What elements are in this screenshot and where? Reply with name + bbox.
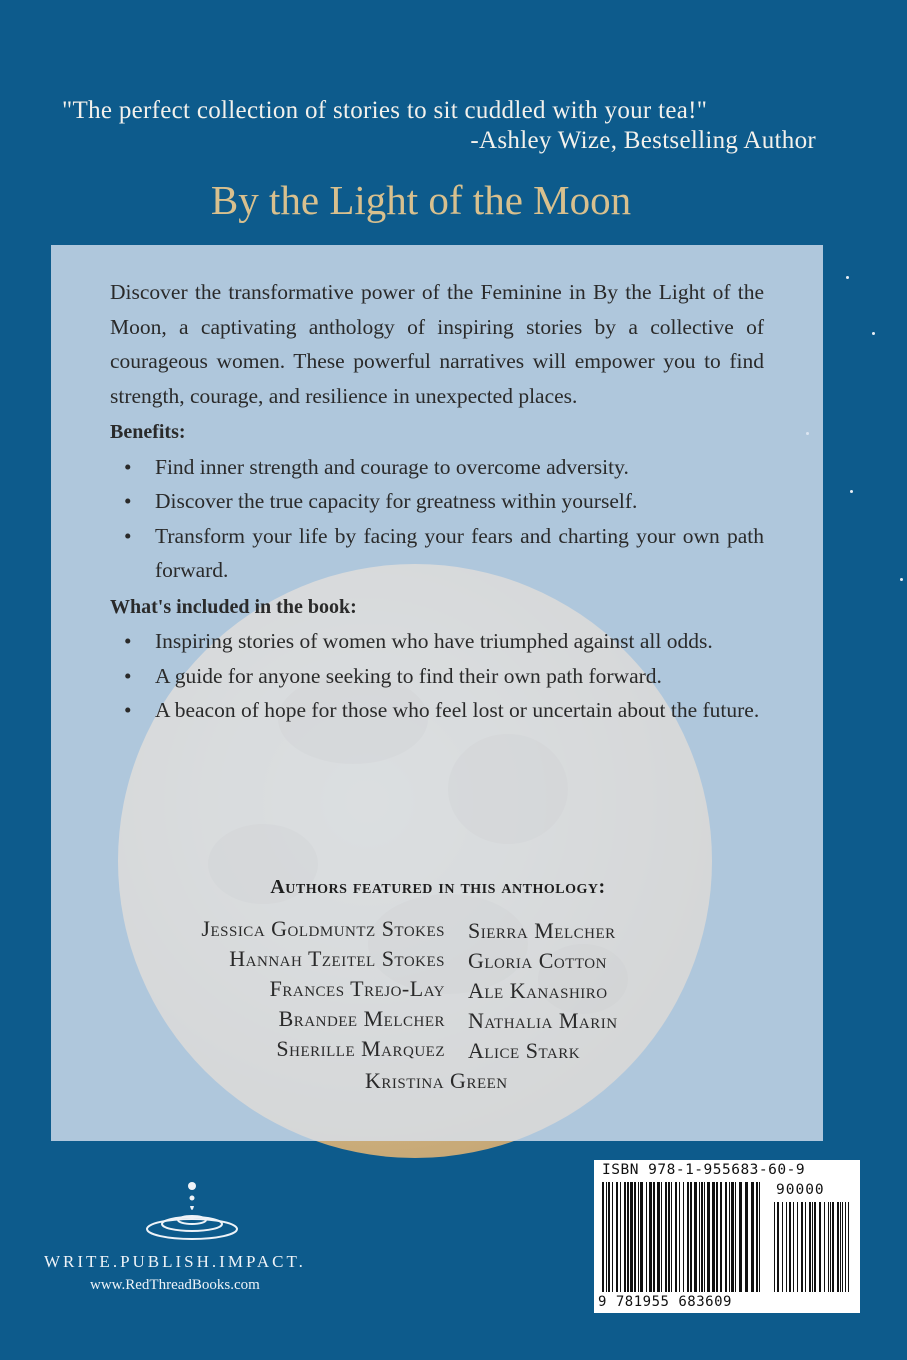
isbn-label: ISBN 978-1-955683-60-9	[602, 1162, 806, 1178]
list-item: • A guide for anyone seeking to find their own path forward.	[110, 659, 764, 694]
description-paragraph: Discover the transformative power of the Feminine in By the Light of the Moon, a captivating anthology of inspiring stories by a collective of courageous women. These powerful narratives will empower you to find strength, courage, and resilience in unexpected places.	[110, 280, 764, 408]
publisher-website: www.RedThreadBooks.com	[90, 1277, 260, 1293]
quote-attribution: -Ashley Wize, Bestselling Author	[470, 127, 816, 154]
star	[846, 276, 849, 279]
book-title: By the Light of the Moon	[210, 177, 632, 223]
author-name: Gloria Cotton	[468, 948, 607, 973]
author-name: Sierra Melcher	[468, 918, 616, 943]
list-item: • Inspiring stories of women who have triumphed against all odds.	[110, 624, 764, 659]
isbn-barcode	[594, 1160, 860, 1313]
publisher-slogan: WRITE.PUBLISH.IMPACT.	[44, 1252, 306, 1271]
water-drop-ripple-icon	[144, 1180, 240, 1250]
author-name: Alice Stark	[468, 1038, 581, 1063]
benefits-heading: Benefits:	[110, 421, 186, 443]
authors-heading: Authors featured in this anthology:	[270, 876, 606, 898]
list-item: • Discover the true capacity for greatness within yourself.	[110, 484, 764, 519]
author-name: Kristina Green	[365, 1068, 508, 1093]
barcode-ean: 9 781955 683609	[598, 1294, 732, 1310]
barcode-bars	[602, 1182, 852, 1294]
book-description	[110, 275, 764, 728]
quote-text: "The perfect collection of stories to sit cuddled with your tea!"	[62, 97, 708, 124]
star	[850, 490, 853, 493]
author-name: Sherille Marquez	[276, 1036, 445, 1061]
list-item: • A beacon of hope for those who feel lost or uncertain about the future.	[110, 693, 764, 728]
author-name: Brandee Melcher	[278, 1006, 445, 1031]
author-name: Frances Trejo-Lay	[269, 976, 445, 1001]
author-name: Nathalia Marin	[468, 1008, 618, 1033]
star	[872, 332, 875, 335]
list-item: • Transform your life by facing your fears and charting your own path forward.	[110, 519, 764, 588]
author-name: Hannah Tzeitel Stokes	[229, 946, 445, 971]
benefits-list	[110, 450, 764, 588]
list-item: • Find inner strength and courage to overcome adversity.	[110, 450, 764, 485]
included-list	[110, 624, 764, 728]
barcode-addon: 90000	[776, 1182, 825, 1198]
star	[900, 578, 903, 581]
included-heading: What's included in the book:	[110, 595, 357, 618]
author-name: Jessica Goldmuntz Stokes	[201, 916, 445, 941]
author-name: Ale Kanashiro	[468, 978, 608, 1003]
endorsement-quote	[62, 96, 822, 156]
